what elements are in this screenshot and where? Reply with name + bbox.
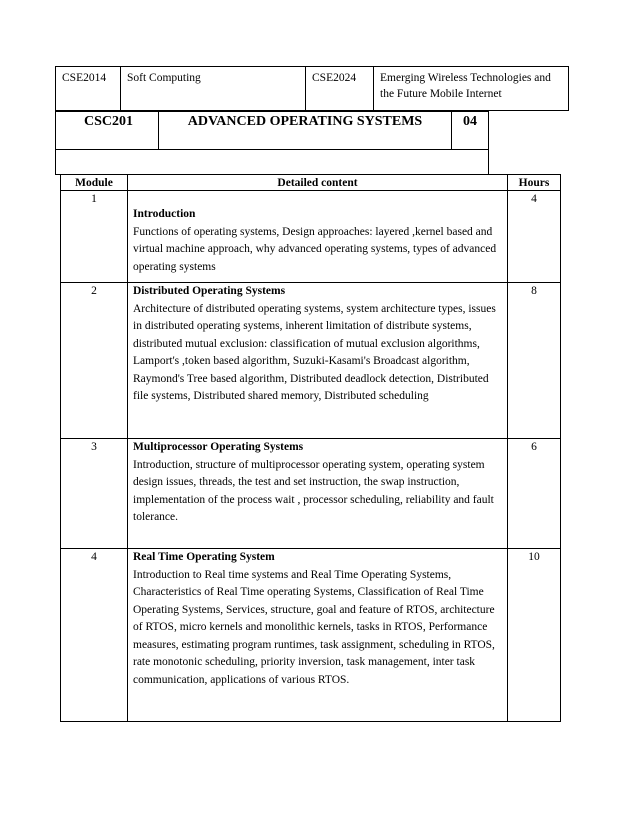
module-title: Multiprocessor Operating Systems	[133, 441, 304, 453]
module-number: 3	[61, 439, 128, 549]
module-hours: 4	[508, 191, 561, 283]
module-number: 4	[61, 549, 128, 722]
module-header: Module	[61, 175, 128, 191]
module-number: 1	[61, 191, 128, 283]
hours-header: Hours	[508, 175, 561, 191]
elective-courses-strip	[55, 66, 569, 111]
course-name-cell: Emerging Wireless Technologies and the Future Mobile Internet	[374, 67, 569, 111]
blank-row	[56, 150, 489, 175]
module-title: Distributed Operating Systems	[133, 285, 286, 297]
module-description: Introduction to Real time systems and Real Time Operating Systems, Characteristics of Real Time operating Systems, Classification of Real Time Operating Systems, Services, structure, goal and feature of RTOS, architecture of RTOS, micro kernels and monolithic kernels, tasks in RTOS, Performance measures, estimating program runtimes, task assignment, scheduling in RTOS, rate monotonic scheduling, priority inversion, task management, inter task communication, applications of various RTOS.	[133, 568, 495, 686]
syllabus-table	[60, 174, 561, 722]
content-header: Detailed content	[128, 175, 508, 191]
course-code: CSC201	[56, 112, 159, 150]
module-description: Architecture of distributed operating systems, system architecture types, issues in distributed operating systems, inherent limitation of distribute systems, distributed mutual exclusion: classification of mutual exclusion algorithms, Lamport's ,token based algorithm, Suzuki-Kasami's Broadcast algorithm, Raymond's Tree based algorithm, Distributed deadlock detection, Distributed file systems, Distributed shared memory, Distributed scheduling	[133, 302, 496, 402]
course-credits: 04	[452, 112, 489, 150]
header-row	[61, 175, 561, 191]
module-description: Introduction, structure of multiprocessor operating system, operating system design issues, threads, the test and set instruction, the swap instruction, implementation of the process wait , processor scheduling, reliability and fault tolerance.	[133, 458, 494, 523]
course-header	[55, 111, 489, 175]
module-number: 2	[61, 283, 128, 439]
module-hours: 6	[508, 439, 561, 549]
module-row	[61, 439, 561, 549]
course-code-cell: CSE2024	[306, 67, 374, 111]
module-description: Functions of operating systems, Design approaches: layered ,kernel based and virtual machine approach, why advanced operating systems, types of advanced operating systems	[133, 225, 497, 273]
module-hours: 8	[508, 283, 561, 439]
module-hours: 10	[508, 549, 561, 722]
module-content	[128, 283, 508, 439]
course-code-cell: CSE2014	[56, 67, 121, 111]
course-title: ADVANCED OPERATING SYSTEMS	[159, 112, 452, 150]
module-row	[61, 549, 561, 722]
course-name-cell: Soft Computing	[121, 67, 306, 111]
module-row	[61, 283, 561, 439]
module-content	[128, 439, 508, 549]
module-title: Introduction	[133, 208, 196, 220]
module-row	[61, 191, 561, 283]
module-content	[128, 549, 508, 722]
module-content	[128, 191, 508, 283]
module-title: Real Time Operating System	[133, 551, 275, 563]
